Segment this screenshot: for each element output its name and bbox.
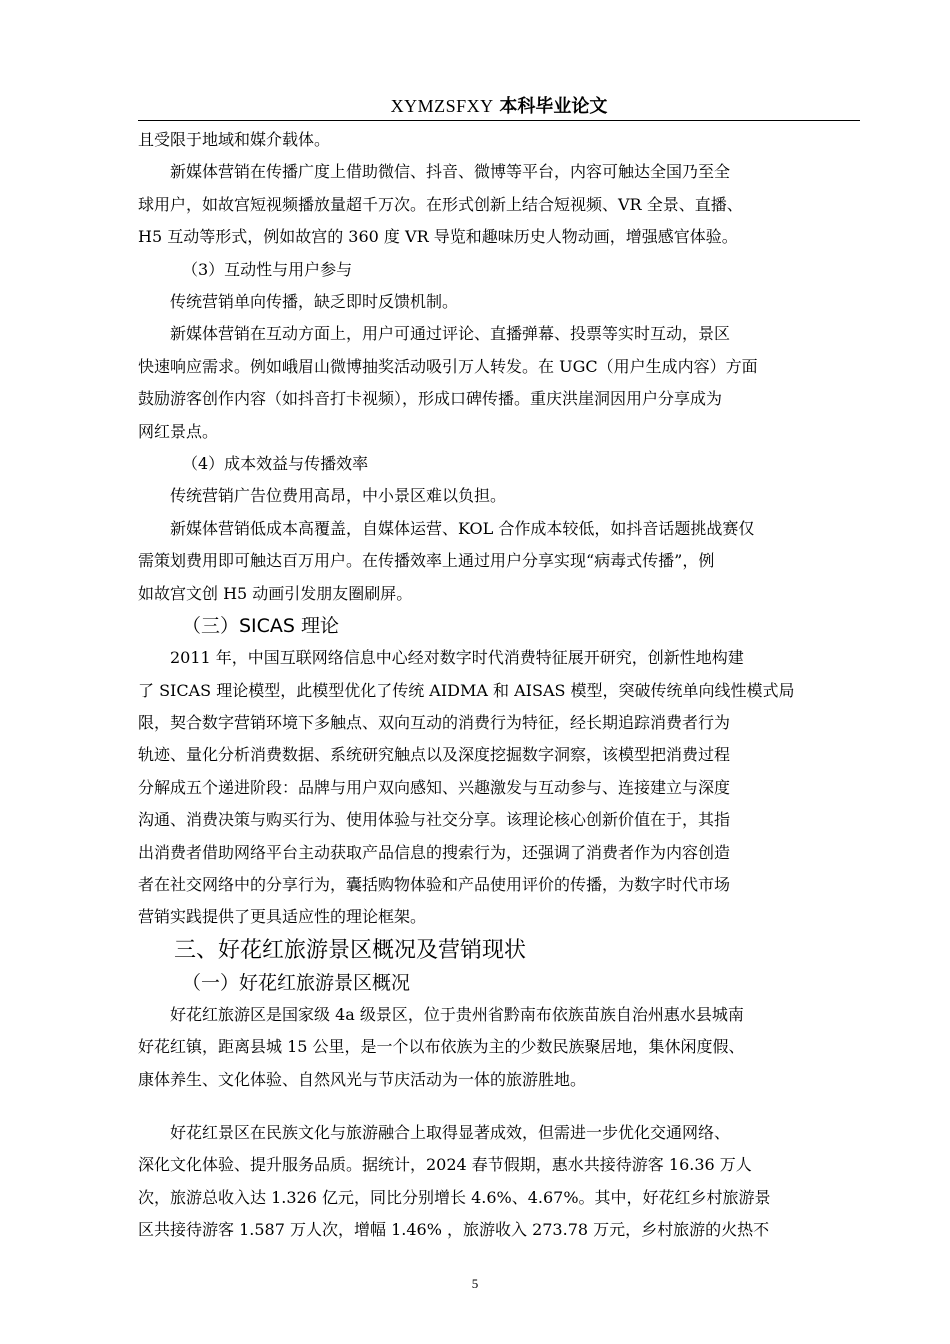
- header-code: XYMZSFXY: [390, 96, 494, 116]
- page-body: [138, 124, 860, 1247]
- paragraph: [138, 156, 860, 188]
- subsection-heading: （4）成本效益与传播效率: [182, 454, 369, 474]
- text-line: 需策划费用即可触达百万用户。在传播效率上通过用户分享实现“病毒式传播”，例: [138, 551, 715, 571]
- text-line: 轨迹、量化分析消费数据、系统研究触点以及深度挖掘数字洞察，该模型把消费过程: [138, 745, 731, 765]
- paragraph: [138, 1117, 860, 1149]
- paragraph-gap: [138, 1096, 860, 1117]
- paragraph-continued: [138, 1031, 860, 1096]
- text-line: 鼓励游客创作内容（如抖音打卡视频），形成口碑传播。重庆洪崖洞因用户分享成为: [138, 389, 723, 409]
- text-line: 球用户，如故宫短视频播放量超千万次。在形式创新上结合短视频、VR 全景、直播、: [138, 194, 743, 214]
- section-heading-sicas: （三）SICAS 理论: [182, 615, 340, 638]
- text-line: 如故宫文创 H5 动画引发朋友圈刷屏。: [138, 583, 413, 603]
- paragraph: [138, 318, 860, 350]
- text-line: 康体养生、文化体验、自然风光与节庆活动为一体的旅游胜地。: [138, 1069, 587, 1089]
- text-line: 出消费者借助网络平台主动获取产品信息的搜索行为，还强调了消费者作为内容创造: [138, 842, 731, 862]
- text-line: 区共接待游客 1.587 万人次，增幅 1.46% ，旅游收入 273.78 万元，乡村旅游的火热不: [138, 1220, 770, 1240]
- text-line: 新媒体营销在互动方面上，用户可通过评论、直播弹幕、投票等实时互动，景区: [170, 324, 731, 344]
- header-title: 本科毕业论文: [499, 96, 608, 117]
- text-line: 好花红镇，距离县城 15 公里，是一个以布依族为主的少数民族聚居地，集休闲度假、: [138, 1037, 745, 1057]
- paragraph: 传统营销广告位费用高昂，中小景区难以负担。: [170, 486, 507, 506]
- text-line: 了 SICAS 理论模型，此模型优化了传统 AIDMA 和 AISAS 模型，突破传统单向线性模式局: [138, 680, 795, 700]
- subsection-heading: （3）互动性与用户参与: [182, 259, 353, 279]
- section-heading-overview: （一）好花红旅游景区概况: [182, 971, 411, 994]
- paragraph: [138, 999, 860, 1031]
- page-header: [138, 92, 860, 121]
- text-line: H5 互动等形式，例如故宫的 360 度 VR 导览和趣味历史人物动画，增强感官体验。: [138, 227, 738, 247]
- text-line: 新媒体营销低成本高覆盖，自媒体运营、KOL 合作成本较低，如抖音话题挑战赛仅: [170, 518, 755, 538]
- text-line: 深化文化体验、提升服务品质。据统计，2024 春节假期，惠水共接待游客 16.36 万人: [138, 1155, 752, 1175]
- page-number: 5: [471, 1276, 479, 1291]
- text-line: 者在社交网络中的分享行为，囊括购物体验和产品使用评价的传播，为数字时代市场: [138, 874, 731, 894]
- text-line: 次，旅游总收入达 1.326 亿元，同比分别增长 4.6%、4.67%。其中，好花红乡村旅游景: [138, 1187, 771, 1207]
- text-line: 沟通、消费决策与购买行为、使用体验与社交分享。该理论核心创新价值在于，其指: [138, 810, 731, 830]
- text-line: 营销实践提供了更具适应性的理论框架。: [138, 907, 427, 927]
- paragraph-continued: [138, 675, 860, 934]
- chapter-heading: 三、好花红旅游景区概况及营销现状: [174, 937, 527, 963]
- paragraph: 传统营销单向传播，缺乏即时反馈机制。: [170, 292, 459, 312]
- text-line: 2011 年，中国互联网络信息中心经对数字时代消费特征展开研究，创新性地构建: [170, 648, 744, 668]
- text-line: 网红景点。: [138, 421, 219, 441]
- paragraph-continued: [138, 545, 860, 610]
- paragraph: 且受限于地域和媒介载体。: [138, 130, 331, 149]
- paragraph: [138, 642, 860, 674]
- text-line: 快速响应需求。例如峨眉山微博抽奖活动吸引万人转发。在 UGC（用户生成内容）方面: [138, 356, 758, 376]
- text-line: 好花红景区在民族文化与旅游融合上取得显著成效，但需进一步优化交通网络、: [170, 1122, 731, 1142]
- text-line: 限，契合数字营销环境下多触点、双向互动的消费行为特征，经长期追踪消费者行为: [138, 712, 731, 732]
- text-line: 好花红旅游区是国家级 4a 级景区，位于贵州省黔南布依族苗族自治州惠水县城南: [170, 1004, 744, 1024]
- text-line: 新媒体营销在传播广度上借助微信、抖音、微博等平台，内容可触达全国乃至全: [170, 162, 731, 182]
- paragraph-continued: [138, 1149, 860, 1246]
- paragraph: [138, 513, 860, 545]
- paragraph-continued: [138, 189, 860, 254]
- text-line: 分解成五个递进阶段：品牌与用户双向感知、兴趣激发与互动参与、连接建立与深度: [138, 777, 731, 797]
- paragraph-continued: [138, 351, 860, 448]
